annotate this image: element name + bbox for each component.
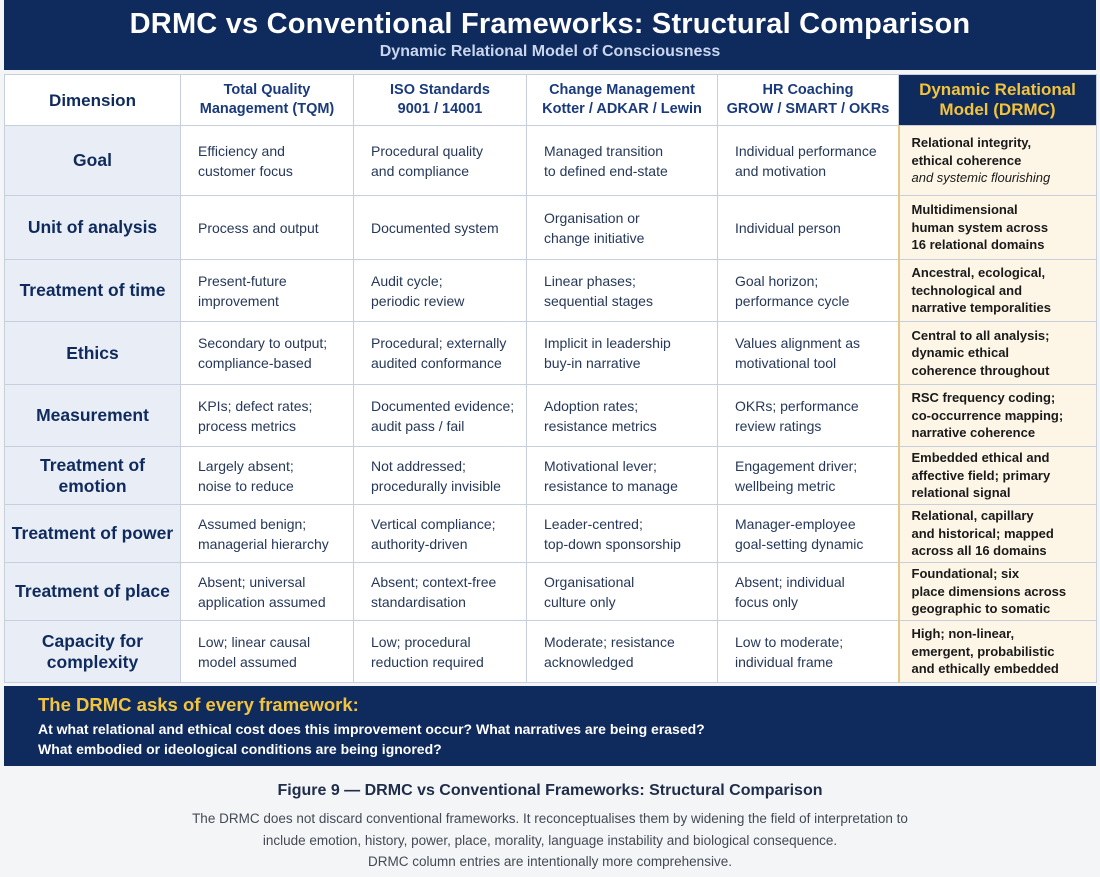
drmc-cell bbox=[899, 621, 1097, 683]
drmc-cell bbox=[899, 126, 1097, 196]
cell-line: to defined end-state bbox=[544, 162, 668, 179]
cell-line: Audit cycle; bbox=[371, 272, 443, 289]
column-header-dimension bbox=[5, 75, 181, 126]
drmc-cell-line: dynamic ethical bbox=[911, 345, 1010, 361]
drmc-cell-line: narrative coherence bbox=[911, 425, 1036, 441]
cell-line: performance cycle bbox=[735, 292, 850, 309]
cell-line: resistance metrics bbox=[544, 417, 657, 434]
drmc-cell bbox=[899, 563, 1097, 621]
column-header-line: Total Quality bbox=[223, 82, 311, 98]
caption-line: include emotion, history, power, place, morality, language instability and biological consequence. bbox=[262, 832, 838, 848]
drmc-cell-line: narrative temporalities bbox=[911, 300, 1051, 316]
cell-line: and motivation bbox=[735, 162, 827, 179]
cell-line: acknowledged bbox=[544, 653, 634, 670]
cell-line: individual frame bbox=[735, 653, 834, 670]
cell-line: culture only bbox=[544, 593, 616, 610]
cell-line: Manager-employee bbox=[735, 515, 856, 532]
drmc-cell-line: 16 relational domains bbox=[911, 237, 1045, 253]
table-cell bbox=[718, 447, 899, 505]
table-cell bbox=[527, 447, 718, 505]
column-header bbox=[527, 75, 718, 126]
column-header-line: Model (DRMC) bbox=[939, 100, 1056, 119]
cell-line: process metrics bbox=[198, 417, 297, 434]
column-header-line: 9001 / 14001 bbox=[397, 101, 483, 117]
cell-line: Efficiency and bbox=[198, 142, 285, 159]
table-cell bbox=[181, 621, 354, 683]
drmc-cell-line: RSC frequency coding; bbox=[911, 390, 1056, 406]
table-row bbox=[5, 447, 1097, 505]
cell-line: standardisation bbox=[371, 593, 466, 610]
table-cell bbox=[181, 447, 354, 505]
drmc-cell-line: co-occurrence mapping; bbox=[911, 407, 1064, 423]
table-header-row bbox=[5, 75, 1097, 126]
cell-line: Process and output bbox=[198, 219, 319, 236]
cell-line: Individual performance bbox=[735, 142, 877, 159]
drmc-cell-line: emergent, probabilistic bbox=[911, 643, 1055, 659]
caption-description bbox=[0, 808, 1100, 873]
cell-line: Assumed benign; bbox=[198, 515, 307, 532]
row-dimension-label: Unit of analysis bbox=[5, 196, 181, 260]
cell-line: change initiative bbox=[544, 229, 645, 246]
table-cell bbox=[354, 563, 527, 621]
cell-line: Low; linear causal bbox=[198, 633, 311, 650]
cell-line: Managed transition bbox=[544, 142, 664, 159]
column-header-line: Dimension bbox=[49, 90, 136, 110]
table-cell bbox=[181, 563, 354, 621]
cell-line: Absent; context-free bbox=[371, 573, 497, 590]
column-header-line: Dynamic Relational bbox=[919, 80, 1076, 99]
drmc-cell-line: Relational integrity, bbox=[911, 135, 1032, 151]
cell-line: OKRs; performance bbox=[735, 397, 859, 414]
drmc-cell-line: across all 16 domains bbox=[911, 543, 1047, 559]
cell-line: Largely absent; bbox=[198, 457, 294, 474]
table-row bbox=[5, 196, 1097, 260]
page-subtitle: Dynamic Relational Model of Consciousness bbox=[379, 43, 721, 60]
question-line: At what relational and ethical cost does this improvement occur? What narratives are being erased? bbox=[38, 721, 705, 737]
cell-line: Linear phases; bbox=[544, 272, 636, 289]
cell-line: wellbeing metric bbox=[735, 477, 836, 494]
cell-line: Moderate; resistance bbox=[544, 633, 675, 650]
table-row bbox=[5, 505, 1097, 563]
cell-line: Not addressed; bbox=[371, 457, 466, 474]
table-row bbox=[5, 563, 1097, 621]
row-dimension-label: Goal bbox=[5, 126, 181, 196]
drmc-cell-line: coherence throughout bbox=[911, 362, 1050, 378]
table-cell bbox=[354, 385, 527, 447]
table-cell bbox=[527, 260, 718, 322]
drmc-cell-line: Relational, capillary bbox=[911, 508, 1034, 524]
drmc-question-panel bbox=[4, 686, 1096, 766]
cell-line: focus only bbox=[735, 593, 799, 610]
drmc-cell bbox=[899, 196, 1097, 260]
question-panel-title: The DRMC asks of every framework: bbox=[38, 694, 359, 715]
drmc-cell-line: Multidimensional bbox=[911, 202, 1018, 218]
drmc-cell bbox=[899, 505, 1097, 563]
drmc-cell-line: place dimensions across bbox=[911, 583, 1067, 599]
table-cell bbox=[718, 260, 899, 322]
drmc-cell-line: technological and bbox=[911, 282, 1023, 298]
cell-line: audit pass / fail bbox=[371, 417, 465, 434]
table-cell bbox=[718, 621, 899, 683]
cell-line: Procedural quality bbox=[371, 142, 484, 159]
column-header-line: ISO Standards bbox=[390, 82, 490, 98]
figure-caption bbox=[0, 782, 1100, 873]
drmc-cell-line: affective field; primary bbox=[911, 467, 1051, 483]
cell-line: customer focus bbox=[198, 162, 293, 179]
cell-line: Leader-centred; bbox=[544, 515, 643, 532]
cell-line: Documented system bbox=[371, 219, 499, 236]
caption-line: The DRMC does not discard conventional frameworks. It reconceptualises them by widening the field of interpretation to bbox=[192, 811, 908, 826]
drmc-cell-line: Embedded ethical and bbox=[911, 450, 1050, 466]
cell-line: application assumed bbox=[198, 593, 326, 610]
table-cell bbox=[527, 322, 718, 385]
column-header-line: GROW / SMART / OKRs bbox=[726, 101, 890, 117]
table-row bbox=[5, 260, 1097, 322]
cell-line: authority-driven bbox=[371, 535, 468, 552]
figure-label: Figure 9 — DRMC vs Conventional Frameworks: Structural Comparison bbox=[277, 782, 823, 799]
drmc-cell-line: Foundational; six bbox=[911, 566, 1020, 582]
table-cell bbox=[354, 505, 527, 563]
cell-line: Goal horizon; bbox=[735, 272, 819, 289]
cell-line: Low; procedural bbox=[371, 633, 471, 650]
column-header-line: Change Management bbox=[549, 82, 695, 98]
cell-line: Low to moderate; bbox=[735, 633, 844, 650]
row-dimension-label: Measurement bbox=[5, 385, 181, 447]
table-cell bbox=[354, 621, 527, 683]
table-row bbox=[5, 621, 1097, 683]
cell-line: Motivational lever; bbox=[544, 457, 657, 474]
column-header bbox=[354, 75, 527, 126]
cell-line: Procedural; externally bbox=[371, 335, 507, 351]
drmc-cell-line: ethical coherence bbox=[911, 152, 1022, 168]
drmc-cell-line: human system across bbox=[911, 219, 1049, 235]
cell-line: Vertical compliance; bbox=[371, 515, 496, 532]
column-header bbox=[181, 75, 354, 126]
drmc-cell-line: Central to all analysis; bbox=[911, 327, 1050, 343]
cell-line: Secondary to output; bbox=[198, 335, 328, 351]
table-cell bbox=[181, 126, 354, 196]
drmc-cell bbox=[899, 385, 1097, 447]
table-body bbox=[5, 126, 1097, 683]
table-cell bbox=[181, 196, 354, 260]
table-cell bbox=[527, 196, 718, 260]
table-cell bbox=[527, 505, 718, 563]
table-cell bbox=[718, 126, 899, 196]
row-dimension-label: Treatment of power bbox=[5, 505, 181, 563]
table-cell bbox=[181, 322, 354, 385]
cell-line: review ratings bbox=[735, 417, 822, 434]
cell-line: Absent; universal bbox=[198, 573, 306, 590]
cell-line: buy-in narrative bbox=[544, 355, 641, 371]
cell-line: managerial hierarchy bbox=[198, 535, 329, 552]
cell-line: reduction required bbox=[371, 653, 484, 670]
cell-line: Implicit in leadership bbox=[544, 335, 671, 351]
cell-line: motivational tool bbox=[735, 355, 837, 371]
cell-line: model assumed bbox=[198, 653, 297, 670]
table-cell bbox=[718, 505, 899, 563]
row-dimension-label: Capacity for complexity bbox=[5, 621, 181, 683]
table-cell bbox=[527, 385, 718, 447]
cell-line: improvement bbox=[198, 292, 279, 309]
table-cell bbox=[718, 322, 899, 385]
column-header-drmc bbox=[899, 75, 1097, 126]
column-header-line: HR Coaching bbox=[762, 82, 854, 98]
title-banner bbox=[4, 0, 1096, 70]
caption-line: DRMC column entries are intentionally more comprehensive. bbox=[368, 854, 732, 869]
question-line: What embodied or ideological conditions are being ignored? bbox=[38, 741, 442, 757]
row-dimension-label: Treatment of time bbox=[5, 260, 181, 322]
table-cell bbox=[354, 447, 527, 505]
drmc-cell bbox=[899, 447, 1097, 505]
cell-line: resistance to manage bbox=[544, 477, 678, 494]
cell-line: Values alignment as bbox=[735, 335, 861, 351]
drmc-cell-line-italic: and systemic flourishing bbox=[911, 170, 1051, 186]
table-cell bbox=[354, 196, 527, 260]
drmc-cell-line: geographic to somatic bbox=[911, 601, 1051, 617]
row-dimension-label: Ethics bbox=[5, 322, 181, 385]
cell-line: and compliance bbox=[371, 162, 470, 179]
cell-line: compliance-based bbox=[198, 355, 312, 371]
comparison-table bbox=[4, 74, 1097, 683]
table-cell bbox=[354, 260, 527, 322]
cell-line: Absent; individual bbox=[735, 573, 845, 590]
table-row bbox=[5, 126, 1097, 196]
column-header-line: Kotter / ADKAR / Lewin bbox=[542, 101, 702, 117]
drmc-cell-line: High; non-linear, bbox=[911, 626, 1015, 642]
row-dimension-label: Treatment of place bbox=[5, 563, 181, 621]
column-header bbox=[718, 75, 899, 126]
drmc-cell bbox=[899, 260, 1097, 322]
cell-line: Present-future bbox=[198, 272, 287, 289]
table-row bbox=[5, 385, 1097, 447]
table-cell bbox=[181, 260, 354, 322]
cell-line: noise to reduce bbox=[198, 477, 294, 494]
cell-line: Adoption rates; bbox=[544, 397, 639, 414]
cell-line: Engagement driver; bbox=[735, 457, 858, 474]
cell-line: Organisation or bbox=[544, 209, 640, 226]
cell-line: procedurally invisible bbox=[371, 477, 501, 494]
cell-line: audited conformance bbox=[371, 355, 502, 371]
row-dimension-label: Treatment of emotion bbox=[5, 447, 181, 505]
drmc-cell-line: and ethically embedded bbox=[911, 661, 1059, 677]
cell-line: sequential stages bbox=[544, 292, 653, 309]
table-cell bbox=[181, 505, 354, 563]
cell-line: periodic review bbox=[371, 292, 465, 309]
table-cell bbox=[527, 126, 718, 196]
table-cell bbox=[527, 563, 718, 621]
table-cell bbox=[181, 385, 354, 447]
table-cell bbox=[527, 621, 718, 683]
page-title: DRMC vs Conventional Frameworks: Structural Comparison bbox=[129, 8, 971, 40]
cell-line: KPIs; defect rates; bbox=[198, 397, 313, 414]
table-cell bbox=[718, 196, 899, 260]
table-cell bbox=[354, 322, 527, 385]
table-cell bbox=[718, 385, 899, 447]
cell-line: Organisational bbox=[544, 573, 635, 590]
cell-line: Documented evidence; bbox=[371, 397, 515, 414]
column-header-line: Management (TQM) bbox=[199, 101, 335, 117]
drmc-cell-line: relational signal bbox=[911, 485, 1011, 501]
table-cell bbox=[354, 126, 527, 196]
drmc-cell bbox=[899, 322, 1097, 385]
drmc-cell-line: Ancestral, ecological, bbox=[911, 265, 1046, 281]
drmc-cell-line: and historical; mapped bbox=[911, 525, 1054, 541]
cell-line: goal-setting dynamic bbox=[735, 535, 864, 552]
cell-line: Individual person bbox=[735, 219, 841, 236]
table-row bbox=[5, 322, 1097, 385]
cell-line: top-down sponsorship bbox=[544, 535, 681, 552]
table-cell bbox=[718, 563, 899, 621]
